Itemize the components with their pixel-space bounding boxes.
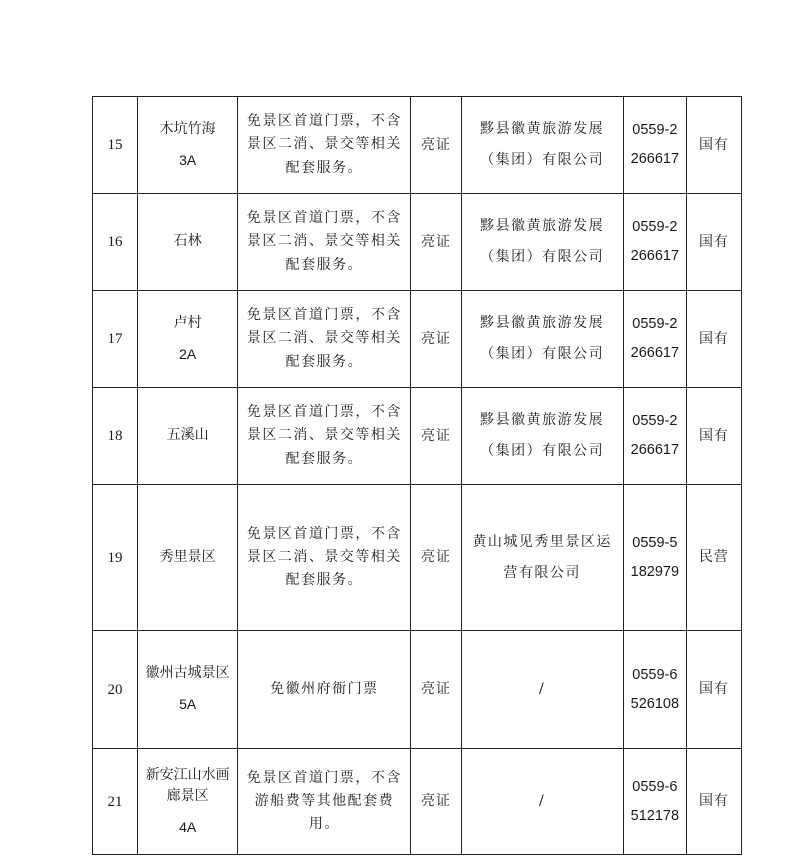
ownership-cell [686, 194, 741, 291]
cert-method: 亮证 [421, 681, 451, 698]
scenic-grade: 2A [179, 345, 197, 362]
scenic-name-cell [138, 749, 238, 855]
table-row [93, 388, 742, 485]
benefit-cell [238, 291, 411, 388]
benefit-description: 免景区首道门票，不含景区二消、景交等相关配套服务。 [246, 113, 402, 176]
operator-cell [461, 388, 623, 485]
ownership-cell [686, 388, 741, 485]
scenic-name-cell [138, 485, 238, 631]
ownership-type: 民营 [698, 549, 729, 566]
ownership-type: 国有 [698, 793, 729, 810]
cert-cell [411, 97, 461, 194]
benefit-description: 免景区首道门票，不含游船费等其他配套费用。 [246, 769, 402, 833]
benefit-cell [238, 388, 411, 485]
benefit-description: 免景区首道门票，不含景区二消、景交等相关配套服务。 [246, 210, 402, 273]
cert-method: 亮证 [421, 793, 451, 810]
row-number: 21 [107, 793, 123, 810]
table-row [93, 749, 742, 855]
scenic-name: 卢村 [173, 314, 202, 331]
operator-name: 黟县徽黄旅游发展（集团）有限公司 [480, 218, 605, 265]
row-number-cell [93, 97, 138, 194]
scenic-grade: 5A [179, 696, 197, 713]
benefit-description: 免景区首道门票，不含景区二消、景交等相关配套服务。 [246, 307, 402, 370]
scenic-grade: 3A [179, 151, 197, 168]
cert-cell [411, 194, 461, 291]
benefit-cell [238, 97, 411, 194]
ownership-type: 国有 [698, 233, 729, 250]
benefit-description: 免景区首道门票，不含景区二消、景交等相关配套服务。 [246, 404, 402, 467]
phone-prefix: 0559-6 [632, 666, 678, 683]
cert-cell [411, 749, 461, 855]
table-row [93, 97, 742, 194]
table-row [93, 631, 742, 749]
phone-cell [623, 291, 686, 388]
operator-cell [461, 291, 623, 388]
benefit-cell [238, 631, 411, 749]
cert-method: 亮证 [421, 233, 451, 250]
operator-cell [461, 194, 623, 291]
ownership-cell [686, 291, 741, 388]
ownership-cell [686, 631, 741, 749]
phone-number: 266617 [630, 345, 680, 361]
table-row [93, 485, 742, 631]
row-number: 17 [107, 331, 123, 347]
row-number-cell [93, 291, 138, 388]
row-number: 16 [107, 234, 123, 250]
phone-cell [623, 749, 686, 855]
phone-prefix: 0559-2 [632, 413, 678, 429]
ownership-cell [686, 749, 741, 855]
cert-method: 亮证 [421, 427, 451, 444]
benefit-cell [238, 485, 411, 631]
phone-cell [623, 485, 686, 631]
row-number: 19 [107, 549, 123, 566]
phone-prefix: 0559-6 [632, 778, 678, 795]
scenic-name: 石林 [173, 233, 202, 250]
phone-prefix: 0559-2 [632, 122, 678, 138]
benefit-description: 免景区首道门票，不含景区二消、景交等相关配套服务。 [246, 525, 402, 589]
scenic-name-cell [138, 388, 238, 485]
cert-method: 亮证 [421, 330, 451, 347]
phone-prefix: 0559-2 [632, 219, 678, 235]
ownership-type: 国有 [698, 427, 729, 444]
operator-name: / [539, 793, 546, 810]
benefit-cell [238, 749, 411, 855]
phone-cell [623, 97, 686, 194]
phone-number: 266617 [630, 151, 680, 167]
phone-cell [623, 194, 686, 291]
phone-number: 526108 [630, 695, 680, 712]
ownership-type: 国有 [698, 681, 729, 698]
scenic-name: 木坑竹海 [159, 120, 216, 137]
operator-cell [461, 485, 623, 631]
phone-cell [623, 631, 686, 749]
cert-cell [411, 485, 461, 631]
scenic-name: 五溪山 [166, 427, 209, 444]
operator-cell [461, 749, 623, 855]
phone-number: 182979 [630, 563, 680, 580]
scenic-name-cell [138, 631, 238, 749]
scenic-name: 秀里景区 [159, 548, 216, 565]
operator-name: 黄山城见秀里景区运营有限公司 [472, 533, 612, 581]
cert-cell [411, 631, 461, 749]
ownership-type: 国有 [698, 136, 729, 153]
operator-name: 黟县徽黄旅游发展（集团）有限公司 [480, 412, 605, 459]
phone-number: 266617 [630, 248, 680, 264]
operator-name: / [539, 681, 546, 698]
scenic-name-cell [138, 291, 238, 388]
row-number: 18 [107, 428, 123, 444]
scenic-name: 徽州古城景区 [145, 665, 230, 682]
scenic-name-cell [138, 194, 238, 291]
phone-number: 512178 [630, 807, 680, 824]
phone-cell [623, 388, 686, 485]
row-number: 20 [107, 681, 123, 698]
benefit-cell [238, 194, 411, 291]
cert-method: 亮证 [421, 136, 451, 153]
cert-cell [411, 388, 461, 485]
phone-prefix: 0559-5 [632, 534, 678, 551]
benefit-description: 免徽州府衙门票 [270, 680, 379, 697]
phone-prefix: 0559-2 [632, 316, 678, 332]
ownership-type: 国有 [698, 330, 729, 347]
scenic-spot-table [92, 96, 742, 855]
table-row [93, 291, 742, 388]
operator-cell [461, 97, 623, 194]
row-number-cell [93, 631, 138, 749]
cert-method: 亮证 [421, 549, 451, 566]
operator-cell [461, 631, 623, 749]
scenic-grade: 4A [179, 818, 197, 835]
phone-number: 266617 [630, 442, 680, 458]
scenic-name-cell [138, 97, 238, 194]
ownership-cell [686, 97, 741, 194]
operator-name: 黟县徽黄旅游发展（集团）有限公司 [480, 121, 605, 168]
table-body [93, 97, 742, 855]
row-number: 15 [107, 137, 123, 153]
table-row [93, 194, 742, 291]
operator-name: 黟县徽黄旅游发展（集团）有限公司 [480, 315, 605, 362]
cert-cell [411, 291, 461, 388]
row-number-cell [93, 194, 138, 291]
row-number-cell [93, 485, 138, 631]
row-number-cell [93, 749, 138, 855]
row-number-cell [93, 388, 138, 485]
ownership-cell [686, 485, 741, 631]
scenic-name: 新安江山水画廊景区 [145, 766, 230, 805]
